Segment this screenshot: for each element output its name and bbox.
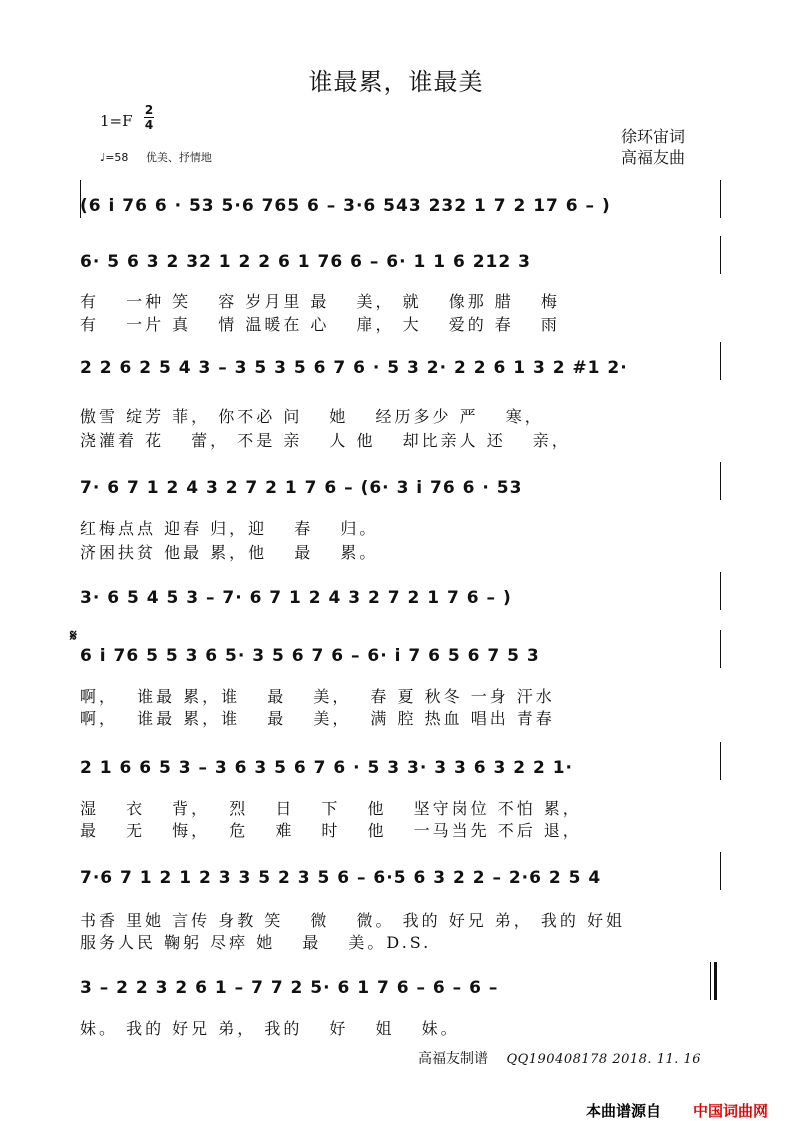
composer-credit: 高福友曲 — [621, 148, 686, 167]
expression-marking: 优美、抒情地 — [145, 151, 212, 164]
time-signature — [143, 104, 155, 131]
staff-row — [80, 568, 720, 614]
lyric-line: 济困扶贫 他最 累，他 最 累。 — [80, 543, 379, 562]
lyric-line: 有 一片 真 情 温暖在 心 扉， 大 爱的 春 雨 — [80, 315, 560, 334]
staff-row — [80, 338, 720, 384]
lyricist-credit: 徐环宙词 — [621, 127, 686, 146]
staff-row — [80, 232, 720, 278]
notes: 7· 6 7 1 2 4 3 2 7 2 1 7 6 – (6· 3 i 76 6 · 53 — [80, 478, 523, 498]
bar-line — [720, 236, 721, 274]
notes: 2 1 6 6 5 3 – 3 6 3 5 6 7 6 · 5 3 3· 3 3 6 3 2 2 1· — [80, 758, 573, 778]
tempo-marking — [100, 149, 212, 165]
bar-line — [720, 572, 721, 610]
lyric-line: 服务人民 鞠躬 尽瘁 她 最 美。D.S. — [80, 933, 432, 952]
lyric-line: 妹。 我的 好兄 弟， 我的 好 姐 妹。 — [80, 1019, 460, 1038]
source-site: 中国词曲网 — [693, 1102, 769, 1120]
final-bar-line — [710, 962, 717, 1000]
meter-top: 2 — [144, 103, 154, 117]
bar-line — [720, 630, 721, 668]
staff-row — [70, 626, 720, 672]
footer-credit — [418, 1048, 701, 1068]
lyric-line: 啊， 谁最 累，谁 最 美， 满 腔 热血 唱出 青春 — [80, 709, 555, 728]
notes: 6 i 76 5 5 3 6 5· 3 5 6 7 6 – 6· i 7 6 5 6 7 5 3 — [80, 646, 540, 666]
lyric-line: 书香 里她 言传 身教 笑 微 微。 我的 好兄 弟， 我的 好姐 — [80, 911, 625, 930]
bar-line — [720, 462, 721, 500]
staff-row — [80, 176, 720, 222]
staff-row — [80, 848, 720, 894]
lyric-line: 最 无 悔， 危 难 时 他 一马当先 不后 退， — [80, 821, 582, 840]
bar-line — [720, 742, 721, 780]
notes: 7·6 7 1 2 1 2 3 3 5 2 3 5 6 – 6·5 6 3 2 2 – 2·6 2 5 4 — [80, 868, 602, 888]
bar-line — [720, 852, 721, 890]
key-signature: 1=F — [100, 112, 133, 130]
lyric-line: 傲雪 绽芳 菲， 你不必 问 她 经历多少 严 寒， — [80, 407, 544, 426]
footer-id: QQ190408178 2018. 11. 16 — [506, 1052, 702, 1067]
staff-row — [80, 738, 720, 784]
notes: 6· 5 6 3 2 32 1 2 2 6 1 76 6 – 6· 1 1 6 212 3 — [80, 252, 531, 272]
notes: (6 i 76 6 · 53 5·6 765 6 – 3·6 543 232 1 7 2 17 6 – ) — [80, 196, 611, 216]
bar-line — [80, 180, 81, 218]
lyric-line: 湿 衣 背， 烈 日 下 他 坚守岗位 不怕 累， — [80, 799, 582, 818]
notes: 3· 6 5 4 5 3 – 7· 6 7 1 2 4 3 2 7 2 1 7 6 – ) — [80, 588, 512, 608]
lyric-line: 浇灌着 花 蕾， 不是 亲 人 他 却比亲人 还 亲， — [80, 431, 571, 450]
lyric-line: 啊， 谁最 累，谁 最 美， 春 夏 秋冬 一身 汗水 — [80, 687, 555, 706]
segno-sign: 𝄋 — [70, 626, 77, 645]
bar-line — [720, 342, 721, 380]
footer-author: 高福友制谱 — [418, 1051, 488, 1067]
notes: 3 – 2 2 3 2 6 1 – 7 7 2 5· 6 1 7 6 – 6 – 6 – — [80, 978, 499, 998]
meter-bottom: 4 — [144, 118, 154, 132]
staff-row — [80, 958, 720, 1004]
tempo-value: ♩=58 — [100, 151, 129, 164]
source-label: 本曲谱源自 — [586, 1102, 662, 1120]
song-title: 谁最累，谁最美 — [308, 68, 484, 96]
lyric-line: 红梅点点 迎春 归，迎 春 归。 — [80, 519, 379, 538]
lyric-line: 有 一种 笑 容 岁月里 最 美， 就 像那 腊 梅 — [80, 292, 560, 311]
notes: 2 2 6 2 5 4 3 – 3 5 3 5 6 7 6 · 5 3 2· 2 2 6 1 3 2 #1 2· — [80, 358, 628, 378]
bar-line — [720, 180, 721, 218]
staff-row — [80, 458, 720, 504]
